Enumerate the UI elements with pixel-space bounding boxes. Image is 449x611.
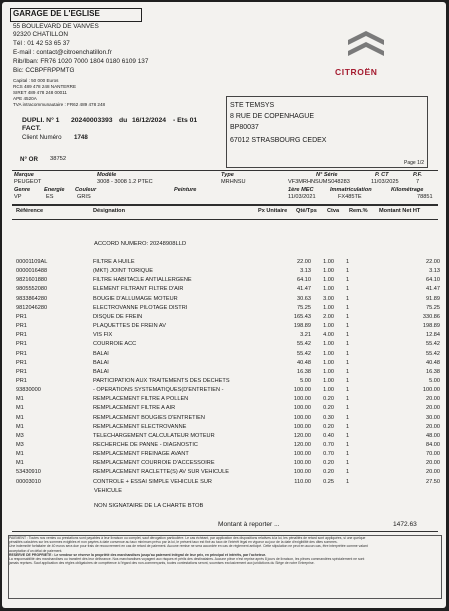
item-ctva: 1 <box>346 423 350 430</box>
signature-note: NON SIGNATAIRE DE LA CHARTE BTOB <box>94 503 204 509</box>
item-unit-price: 100.00 <box>293 451 311 458</box>
item-quantity: 0.20 <box>323 405 334 412</box>
legal-line-1: pénalités calculées sur les sommes exigibles et non payées à date convenue au taux minimum prévu par la loi, le présent taux est fixé au taux de l'intérêt légal en vigueur au jour de la date d'exigibilité des dites sommes. <box>9 540 338 545</box>
item-designation: FILTRE A HUILE <box>93 259 135 265</box>
item-quantity: 1.00 <box>323 277 334 284</box>
brand-name: CITROËN <box>335 67 378 77</box>
item-reference: 0000016488 <box>16 268 48 275</box>
table-row <box>2 269 446 277</box>
item-designation: BOUGIE D'ALLUMAGE MOTEUR <box>93 295 178 302</box>
item-reference: M3 <box>16 442 24 448</box>
item-quantity: 1.00 <box>323 377 334 384</box>
item-ctva: 1 <box>346 368 350 375</box>
item-ctva: 1 <box>346 469 350 476</box>
item-quantity: 1.00 <box>323 304 334 311</box>
item-designation: PLAQUETTES DE FREIN AV <box>93 323 166 330</box>
immat-header: Immatriculation <box>330 187 372 193</box>
item-designation: BALAI <box>93 368 109 375</box>
item-unit-price: 55.42 <box>297 350 311 357</box>
item-unit-price: 3.13 <box>300 268 311 275</box>
item-quantity: 0.20 <box>323 469 334 476</box>
genre-value: VP <box>14 194 22 200</box>
item-net-total: 30.00 <box>426 414 440 421</box>
item-ctva: 1 <box>346 405 350 412</box>
table-row <box>2 297 446 305</box>
table-row <box>2 397 446 405</box>
establishment: - Ets 01 <box>173 117 198 124</box>
accord-number: ACCORD NUMERO: 20248908LLD <box>94 241 187 247</box>
item-net-total: 48.00 <box>426 432 440 439</box>
pu-column-header: Px Unitaire <box>258 208 288 214</box>
item-net-total: 55.42 <box>426 341 440 348</box>
garage-address-line1: 55 BOULEVARD DE VANVES <box>13 23 99 30</box>
item-reference: PR1 <box>16 368 27 375</box>
item-designation: COURROIE ACC <box>93 341 137 348</box>
item-designation: REMPLACEMENT FILTRE A AIR <box>93 405 176 412</box>
item-designation: REMPLACEMENT COURROIE D'ACCESSOIRE <box>93 460 215 467</box>
page-number: Page 1/2 <box>404 160 425 166</box>
item-quantity: 0.25 <box>323 478 334 485</box>
item-unit-price: 165.43 <box>293 313 311 320</box>
item-ctva: 1 <box>346 396 350 403</box>
item-reference: M3 <box>16 432 24 439</box>
item-net-total: 70.00 <box>426 451 440 458</box>
item-reference: 9812046280 <box>16 304 48 311</box>
item-net-total: 22.00 <box>426 259 440 265</box>
item-quantity: 4.00 <box>323 332 334 339</box>
vehicle-values-row-1 <box>2 180 446 188</box>
header-rule-bottom <box>12 219 438 220</box>
item-ctva: 1 <box>346 451 350 458</box>
item-ctva: 1 <box>346 295 350 302</box>
item-quantity: 1.00 <box>323 387 334 394</box>
designation-column-header: Désignation <box>93 208 126 214</box>
item-quantity: 1.00 <box>323 341 334 348</box>
legal-terms-box <box>8 535 442 599</box>
item-ctva: 1 <box>346 350 350 357</box>
mec-value: 11/03/2021 <box>288 194 316 200</box>
item-ctva: 1 <box>346 304 350 311</box>
item-reference: M1 <box>16 423 24 430</box>
item-net-total: 20.00 <box>426 405 440 412</box>
table-row <box>2 287 446 295</box>
item-net-total: 3.13 <box>429 268 440 275</box>
item-quantity: 3.00 <box>323 295 334 302</box>
legal-line-5: La responsabilité des marchandises ou transfert dès leur délivrance. Nos marchandises voyagent aux risques et périls des destinataires. Aucune pièce n'est reprise après 8 jours de livraison, les pièces commandées spécialement ne sont <box>9 557 365 562</box>
table-row <box>2 260 446 268</box>
item-reference: M1 <box>16 414 24 421</box>
row-continuation: VEHICULE <box>94 488 122 494</box>
item-ctva: 1 <box>346 460 350 467</box>
modele-header: Modèle <box>97 172 117 178</box>
table-row <box>2 315 446 323</box>
recipient-bp: BP80037 <box>230 124 259 131</box>
item-net-total: 20.00 <box>426 469 440 476</box>
garage-tva: TVA intracommunautaire : FR62 489 478 248 <box>13 102 106 107</box>
item-unit-price: 16.38 <box>297 368 311 375</box>
or-label: N° OR <box>20 156 38 163</box>
total-rule <box>12 531 438 532</box>
table-row <box>2 434 446 442</box>
table-row <box>2 470 446 478</box>
item-net-total: 100.00 <box>422 387 440 394</box>
header-rule-top <box>12 204 438 206</box>
table-row <box>2 480 446 488</box>
item-net-total: 64.10 <box>426 277 440 284</box>
date-prefix: du <box>119 117 128 124</box>
item-designation: TELECHARGEMENT CALCULATEUR MOTEUR <box>93 432 215 439</box>
table-row <box>2 333 446 341</box>
garage-ape: APE 4520A <box>13 96 37 101</box>
table-row <box>2 278 446 286</box>
item-ctva: 1 <box>346 359 350 366</box>
table-row <box>2 370 446 378</box>
item-net-total: 20.00 <box>426 423 440 430</box>
table-row <box>2 352 446 360</box>
item-net-total: 75.25 <box>426 304 440 311</box>
rem-column-header: Rem.% <box>349 208 368 214</box>
table-row <box>2 406 446 414</box>
or-number: 38752 <box>50 156 67 162</box>
table-row <box>2 361 446 369</box>
garage-tel: Tél : 01 42 53 65 37 <box>13 40 70 47</box>
item-designation: DISQUE DE FREIN <box>93 313 143 320</box>
immat-value: FX485TE <box>338 194 362 200</box>
recipient-street: 8 RUE DE COPENHAGUE <box>230 113 315 120</box>
item-unit-price: 100.00 <box>293 387 311 394</box>
item-unit-price: 120.00 <box>293 432 311 439</box>
item-designation: CONTROLE + ESSAI SIMPLE VEHICULE SUR <box>93 478 212 485</box>
item-net-total: 41.47 <box>426 286 440 293</box>
item-ctva: 1 <box>346 313 350 320</box>
legal-line-2: Une indemnité forfaitaire de 40 euros sera due pour frais de recouvrement en cas de retard de paiement. Aucune remise ne sera accordée en cas de règlement anticipé. Cette stipulation ne peut en aucun cas, être interprétée comme valant <box>9 544 368 549</box>
garage-email: E-mail : contact@citroenchatillon.fr <box>13 49 112 56</box>
vehicle-top-rule <box>12 170 438 171</box>
item-quantity: 0.20 <box>323 423 334 430</box>
dupli-label: DUPLI. N° 1 <box>22 117 60 124</box>
item-unit-price: 22.00 <box>297 259 311 265</box>
total-column-header: Montant Net HT <box>379 208 421 214</box>
garage-siret: SIRET 489 478 248 00011 <box>13 90 67 95</box>
item-reference: 9821601880 <box>16 277 48 284</box>
item-unit-price: 64.10 <box>297 277 311 284</box>
table-header-row <box>2 209 446 217</box>
item-designation: REMPLACEMENT RACLETTE(S) AV SUR VEHICULE <box>93 469 229 476</box>
item-ctva: 1 <box>346 387 350 394</box>
table-row <box>2 388 446 396</box>
item-unit-price: 100.00 <box>293 396 311 403</box>
type-header: Type <box>221 172 234 178</box>
item-designation: ELECTROVANNE PILOTAGE DISTRI <box>93 304 188 311</box>
item-net-total: 20.00 <box>426 396 440 403</box>
item-quantity: 1.00 <box>323 323 334 330</box>
km-value: 78851 <box>417 194 433 200</box>
couleur-value: GRIS <box>77 194 91 200</box>
item-reference: 00003010 <box>16 478 41 485</box>
item-ctva: 1 <box>346 442 350 448</box>
peinture-header: Peinture <box>174 187 197 193</box>
type-value: MRHNSU <box>221 179 246 185</box>
item-unit-price: 110.00 <box>294 478 311 485</box>
item-net-total: 20.00 <box>426 460 440 467</box>
item-reference: PR1 <box>16 377 27 384</box>
energie-header: Energie <box>44 187 65 193</box>
invoice-number: 20240003393 <box>71 117 113 124</box>
item-ctva: 1 <box>346 332 350 339</box>
item-unit-price: 5.00 <box>300 377 311 384</box>
item-net-total: 84.00 <box>426 442 440 448</box>
total-label: Montant à reporter ... <box>218 521 280 528</box>
item-quantity: 0.20 <box>323 396 334 403</box>
item-quantity: 2.00 <box>323 313 334 320</box>
item-quantity: 1.00 <box>323 259 334 265</box>
vehicle-values-row-2 <box>2 195 446 203</box>
item-net-total: 12.84 <box>426 332 440 339</box>
item-quantity: 1.00 <box>323 350 334 357</box>
table-row <box>2 425 446 433</box>
item-quantity: 1.00 <box>323 359 334 366</box>
item-unit-price: 41.47 <box>297 286 311 293</box>
item-designation: PARTICIPATION AUX TRAITEMENTS DES DECHETS <box>93 377 230 384</box>
garage-address-line2: 92320 CHATILLON <box>13 31 68 38</box>
item-unit-price: 75.25 <box>297 304 311 311</box>
table-row <box>2 461 446 469</box>
table-row <box>2 452 446 460</box>
item-ctva: 1 <box>346 323 350 330</box>
item-designation: REMPLACEMENT ELECTROVANNE <box>93 423 187 430</box>
item-ctva: 1 <box>346 432 350 439</box>
item-designation: ELEMENT FILTRANT FILTRE D'AIR <box>93 286 184 293</box>
citroen-double-chevron-icon <box>340 26 392 62</box>
serie-header: N° Série <box>316 172 338 178</box>
item-net-total: 40.48 <box>426 359 440 366</box>
item-designation: REMPLACEMENT FILTRE A POLLEN <box>93 396 189 403</box>
modele-value: 3008 - 3008 1.2 PTEC <box>97 179 153 185</box>
item-unit-price: 100.00 <box>293 460 311 467</box>
item-quantity: 1.00 <box>323 368 334 375</box>
garage-name: GARAGE DE L'EGLISE <box>13 9 100 18</box>
item-ctva: 1 <box>346 268 350 275</box>
pf-value: 7 <box>416 179 420 185</box>
item-reference: 93830000 <box>16 387 41 394</box>
item-unit-price: 3.21 <box>300 332 311 339</box>
item-unit-price: 30.63 <box>297 295 311 302</box>
item-unit-price: 100.00 <box>293 423 311 430</box>
item-reference: PR1 <box>16 359 27 366</box>
ctva-column-header: Ctva <box>327 208 340 214</box>
item-reference: 9833864280 <box>16 295 48 302</box>
table-row <box>2 306 446 314</box>
item-reference: 9805552080 <box>16 286 48 293</box>
item-unit-price: 198.89 <box>293 323 311 330</box>
item-designation: - OPERATIONS SYSTEMATIQUES(D'ENTRETIEN - <box>93 387 224 394</box>
legal-line-3: acceptation d'un délai de paiement. <box>9 548 63 553</box>
item-designation: BALAI <box>93 350 109 357</box>
item-unit-price: 100.00 <box>293 405 311 412</box>
item-reference: M1 <box>16 396 24 403</box>
item-designation: RECHERCHE DE PANNE - DIAGNOSTIC <box>93 442 198 448</box>
km-header: Kilométrage <box>391 187 424 193</box>
item-quantity: 0.70 <box>323 451 334 458</box>
item-reference: PR1 <box>16 332 27 339</box>
item-designation: (MKT) JOINT TORIQUE <box>93 268 153 275</box>
item-reference: PR1 <box>16 313 27 320</box>
table-row <box>2 443 446 451</box>
recipient-name: STE TEMSYS <box>230 102 275 109</box>
item-net-total: 55.42 <box>426 350 440 357</box>
legal-line-6: jamais reprises. Sauf application des règles obligatoires de compétence à l'égard des non-commerçants, toutes contestations seront, soumises exclusivement aux juridictions du Siège de notre Entreprise. <box>9 561 315 566</box>
garage-rib: Rib/Iban: FR76 1020 7000 1804 0180 6109 137 <box>13 58 149 65</box>
item-net-total: 27.50 <box>426 478 440 485</box>
mec-header: 1ère MEC <box>288 187 314 193</box>
invoice-page <box>2 2 446 608</box>
ref-column-header: Référence <box>16 208 44 214</box>
item-net-total: 5.00 <box>429 377 440 384</box>
item-ctva: 1 <box>346 377 350 384</box>
item-unit-price: 120.00 <box>293 442 311 448</box>
qty-column-header: Qté/Tps <box>296 208 317 214</box>
item-reference: M1 <box>16 405 24 412</box>
item-designation: REMPLACEMENT BOUGIES D'ENTRETIEN <box>93 414 205 421</box>
item-ctva: 1 <box>346 478 350 485</box>
item-reference: M1 <box>16 460 24 467</box>
item-reference: 53430910 <box>16 469 41 476</box>
item-reference: PR1 <box>16 350 27 357</box>
item-unit-price: 40.48 <box>297 359 311 366</box>
legal-line-0: PAIEMENT : Toutes nos ventes ou prestations sont payables à leur livraison ou complet, sauf dérogation particulière. Le cas échéant, par application des dispositions relatives à la loi, les pénalités de retard sont appliquées, si une quelque <box>9 536 366 540</box>
item-reference: PR1 <box>16 341 27 348</box>
item-quantity: 0.70 <box>323 442 334 448</box>
pf-header: P.F. <box>413 172 422 178</box>
serie-value: VF3MRHNSUMS048283 <box>288 179 350 185</box>
item-designation: REMPLACEMENT FREINAGE AVANT <box>93 451 189 458</box>
item-ctva: 1 <box>346 414 350 421</box>
pct-header: P. CT <box>375 172 389 178</box>
table-row <box>2 324 446 332</box>
item-net-total: 198.89 <box>422 323 440 330</box>
legal-line-4: RESERVE DE PROPRIETE : Le vendeur se réserve la propriété des marchandises jusqu'au paiement intégral de leur prix, en principal et intérêts, par l'acheteur. <box>9 552 266 557</box>
genre-header: Genre <box>14 187 31 193</box>
item-unit-price: 100.00 <box>293 469 311 476</box>
item-quantity: 0.30 <box>323 414 334 421</box>
item-reference: PR1 <box>16 323 27 330</box>
item-designation: BALAI <box>93 359 109 366</box>
garage-bic: Bic: CCBPFRPPMTG <box>13 67 75 74</box>
item-quantity: 1.00 <box>323 286 334 293</box>
pct-value: 11/03/2025 <box>371 179 399 185</box>
invoice-date: 16/12/2024 <box>132 117 167 124</box>
item-designation: VIS FIX <box>93 332 113 339</box>
recipient-city: 67012 STRASBOURG CEDEX <box>230 137 327 144</box>
couleur-header: Couleur <box>75 187 97 193</box>
item-unit-price: 100.00 <box>293 414 311 421</box>
item-designation: FILTRE HABITACLE ANTIALLERGENE <box>93 277 192 284</box>
garage-capital: Capital : 50 000 Euros <box>13 78 59 83</box>
item-quantity: 0.20 <box>323 460 334 467</box>
client-number: 1748 <box>74 134 88 141</box>
client-number-label: Client Numéro <box>22 134 62 141</box>
table-row <box>2 416 446 424</box>
item-reference: 00001109AL <box>16 259 48 265</box>
item-ctva: 1 <box>346 277 350 284</box>
total-value: 1472.63 <box>393 521 417 528</box>
item-ctva: 1 <box>346 341 350 348</box>
item-ctva: 1 <box>346 286 350 293</box>
item-unit-price: 55.42 <box>297 341 311 348</box>
item-ctva: 1 <box>346 259 350 265</box>
table-row <box>2 379 446 387</box>
item-net-total: 16.38 <box>426 368 440 375</box>
item-quantity: 0.40 <box>323 432 334 439</box>
garage-rcs: RCS 489 478 248 NANTERRE <box>13 84 77 89</box>
marque-header: Marque <box>14 172 34 178</box>
item-net-total: 330.86 <box>422 313 440 320</box>
item-net-total: 91.89 <box>426 295 440 302</box>
energie-value: ES <box>46 194 54 200</box>
fact-label: FACT. <box>22 125 41 132</box>
marque-value: PEUGEOT <box>14 179 42 185</box>
item-quantity: 1.00 <box>323 268 334 275</box>
table-row <box>2 342 446 350</box>
item-reference: M1 <box>16 451 24 458</box>
